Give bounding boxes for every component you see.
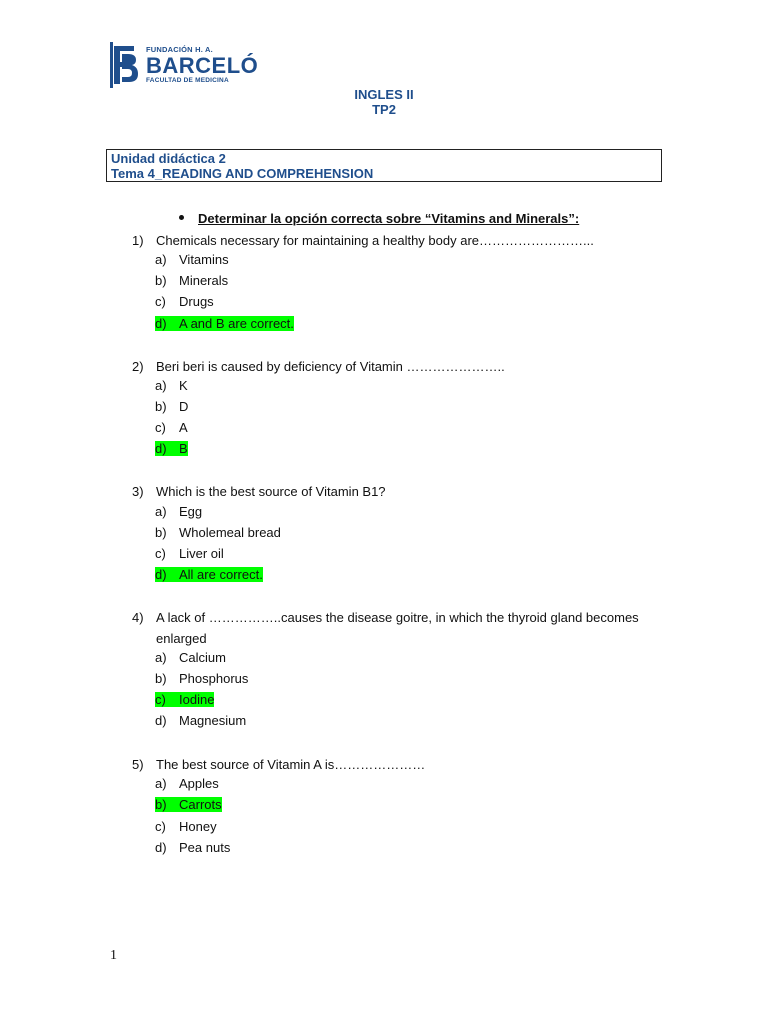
answer-option-content [155, 399, 188, 414]
answer-option [155, 504, 202, 519]
answer-option [155, 713, 246, 728]
answer-option-content [155, 840, 230, 855]
option-text: Apples [179, 776, 219, 791]
logo-name-text: BARCELÓ [146, 52, 259, 78]
answer-option [155, 797, 222, 812]
question-number: 1) [132, 233, 144, 248]
option-letter: d) [155, 316, 167, 331]
answer-option-content [155, 776, 219, 791]
question-number: 4) [132, 610, 144, 625]
unit-title: Unidad didáctica 2 [111, 151, 226, 166]
bullet-icon [179, 215, 184, 220]
option-text: Pea nuts [179, 840, 231, 855]
answer-option [155, 819, 217, 834]
option-text: A and B are correct. [179, 316, 294, 331]
option-letter: a) [155, 504, 167, 519]
question-text: Which is the best source of Vitamin B1? [156, 484, 386, 499]
option-text: Minerals [179, 273, 229, 288]
fb-monogram-icon [108, 42, 140, 88]
question-text: The best source of Vitamin A is………………… [156, 757, 426, 772]
option-text: D [179, 399, 189, 414]
question-number: 3) [132, 484, 144, 499]
answer-option-content [155, 650, 226, 665]
answer-option [155, 294, 214, 309]
answer-option [155, 273, 228, 288]
correct-answer-highlight [155, 692, 214, 707]
correct-answer-highlight [155, 441, 188, 456]
option-letter: d) [155, 840, 167, 855]
answer-option-content [155, 546, 224, 561]
question-number: 2) [132, 359, 144, 374]
course-title: INGLES II [354, 87, 414, 102]
option-text: Vitamins [179, 252, 229, 267]
answer-option [155, 378, 188, 393]
answer-option [155, 671, 248, 686]
option-text: B [179, 441, 188, 456]
answer-option [155, 525, 281, 540]
logo-foundation-text: FUNDACIÓN H. A. [146, 45, 213, 54]
document-header [0, 87, 768, 117]
topic-title: Tema 4_READING AND COMPREHENSION [111, 166, 374, 181]
option-text: K [179, 378, 188, 393]
page-number: 1 [110, 948, 117, 963]
option-text: Magnesium [179, 713, 247, 728]
question-text: A lack of ……………..causes the disease goitre, in which the thyroid gland becomes enlarged [156, 610, 639, 646]
option-letter: a) [155, 776, 167, 791]
option-letter: b) [155, 399, 167, 414]
answer-option [155, 252, 229, 267]
answer-option-content [155, 378, 188, 393]
option-letter: d) [155, 713, 167, 728]
option-letter: b) [155, 273, 167, 288]
option-text: Drugs [179, 294, 214, 309]
option-letter: c) [155, 294, 166, 309]
answer-option [155, 840, 230, 855]
answer-option [155, 316, 294, 331]
answer-option-content [155, 525, 281, 540]
answer-option [155, 692, 214, 707]
answer-option-content [155, 273, 228, 288]
answer-option-content [155, 671, 248, 686]
question-text: Chemicals necessary for maintaining a healthy body are……………………... [156, 233, 594, 248]
logo-faculty-text: FACULTAD DE MEDICINA [146, 76, 229, 84]
correct-answer-highlight [155, 316, 294, 331]
option-text: Honey [179, 819, 217, 834]
option-letter: a) [155, 252, 167, 267]
answer-option [155, 776, 219, 791]
option-letter: c) [155, 420, 166, 435]
option-letter: d) [155, 441, 167, 456]
answer-option [155, 399, 188, 414]
option-letter: a) [155, 378, 167, 393]
option-text: All are correct. [179, 567, 263, 582]
unit-box [106, 149, 662, 182]
answer-option [155, 420, 188, 435]
instruction [179, 211, 579, 226]
option-text: Egg [179, 504, 203, 519]
answer-option [155, 441, 188, 456]
answer-option [155, 546, 224, 561]
correct-answer-highlight [155, 567, 263, 582]
option-text: Calcium [179, 650, 226, 665]
instruction-text: Determinar la opción correcta sobre “Vitamins and Minerals”: [198, 211, 580, 226]
question-number: 5) [132, 757, 144, 772]
assignment-title: TP2 [372, 102, 396, 117]
answer-option [155, 567, 263, 582]
question-text: Beri beri is caused by deficiency of Vitamin ………………….. [156, 359, 505, 374]
answer-option-content [155, 420, 188, 435]
institution-logo [108, 42, 258, 88]
correct-answer-highlight [155, 797, 222, 812]
answer-option-content [155, 819, 217, 834]
option-letter: b) [155, 671, 167, 686]
option-letter: b) [155, 525, 167, 540]
answer-option-content [155, 252, 229, 267]
option-letter: c) [155, 819, 166, 834]
option-text: Liver oil [179, 546, 224, 561]
option-letter: c) [155, 692, 166, 707]
option-text: Iodine [179, 692, 215, 707]
option-letter: c) [155, 546, 166, 561]
answer-option [155, 650, 226, 665]
option-letter: b) [155, 797, 167, 812]
option-text: Phosphorus [179, 671, 249, 686]
answer-option-content [155, 294, 214, 309]
option-text: A [179, 420, 188, 435]
option-text: Wholemeal bread [179, 525, 281, 540]
answer-option-content [155, 504, 202, 519]
option-text: Carrots [179, 797, 222, 812]
option-letter: a) [155, 650, 167, 665]
option-letter: d) [155, 567, 167, 582]
answer-option-content [155, 713, 246, 728]
